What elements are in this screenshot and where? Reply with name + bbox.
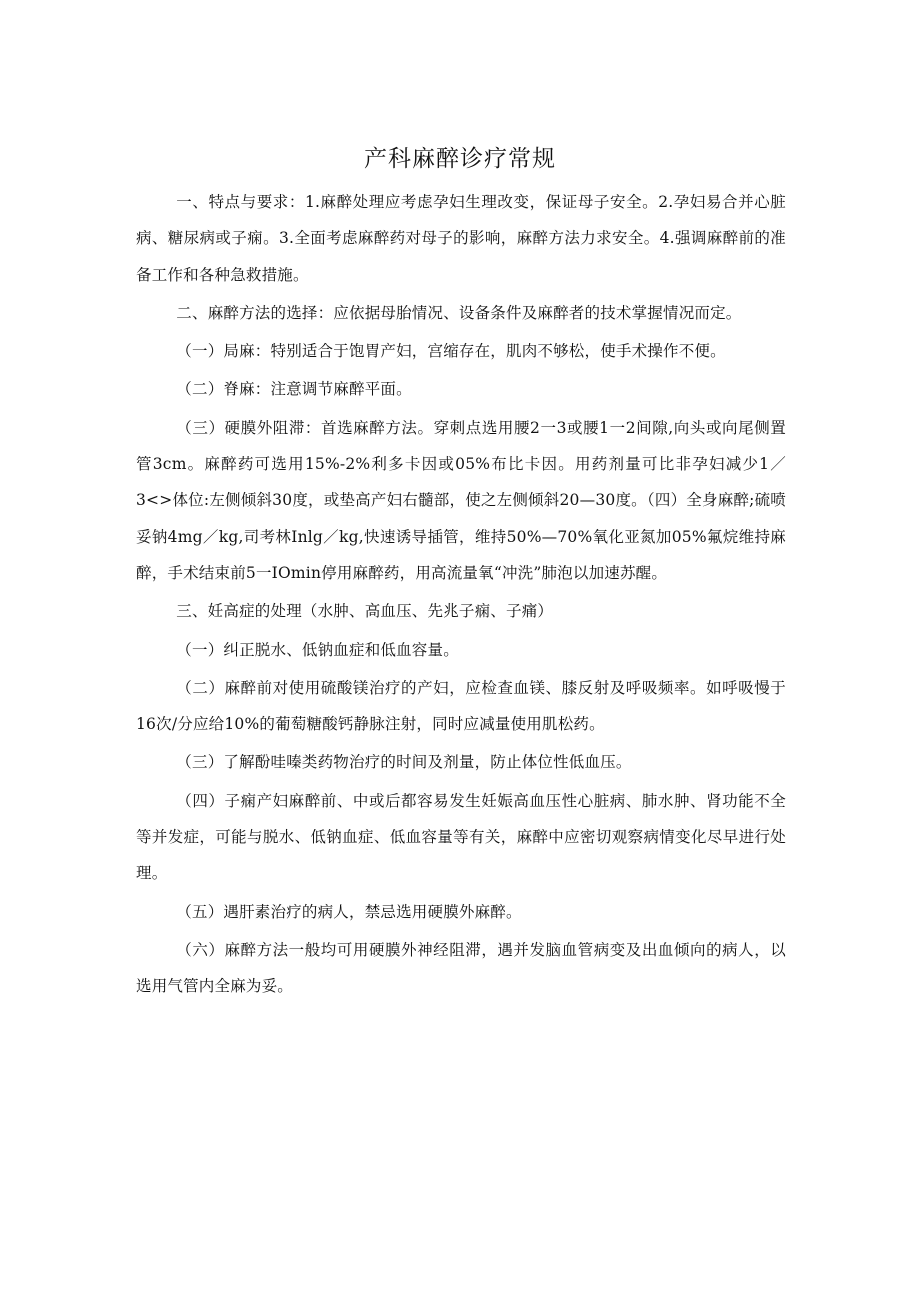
document-title: 产科麻醉诊疗常规 — [364, 146, 556, 172]
paragraph-pih-item-1: （一）纠正脱水、低钠血症和低血容量。 — [176, 640, 459, 659]
paragraph-pih-heading: 三、妊高症的处理（水肿、高血压、先兆子痫、子痛） — [176, 602, 554, 621]
paragraph-pih-item-3: （三）了解酚哇嗪类药物治疗的时间及剂量，防止体位性低血压。 — [176, 753, 632, 772]
paragraph-spinal-anesthesia: （二）脊麻：注意调节麻醉平面。 — [176, 380, 412, 399]
paragraph-method-selection: 二、麻醉方法的选择：应依据母胎情况、设备条件及麻醉者的技术掌握情况而定。 — [176, 303, 742, 322]
paragraph-epidural-block: （三）硬膜外阻滞：首选麻醉方法。穿刺点选用腰2一3或腰1一2间隙,向头或向尾侧置管3cm。麻醉药可选用15%-2%利多卡因或05%布比卡因。用药剂量可比非孕妇减少1／3<>体位:左侧倾斜30度，或垫高产妇右髓部，使之左侧倾斜20—30度。（四）全身麻醉;硫喷妥钠4mg／kg,司考林Inlg／kg,快速诱导插管，维持50%—70%氧化亚氮加05%氟烷维持麻醉，手术结束前5一IOmin停用麻醉药，用高流量氧“冲洗”肺泡以加速苏醒。 — [136, 418, 786, 582]
paragraph-pih-item-4: （四）子痫产妇麻醉前、中或后都容易发生妊娠高血压性心脏病、肺水肿、肾功能不全等并发症，可能与脱水、低钠血症、低血容量等有关，麻醉中应密切观察病情变化尽早进行处理。 — [136, 791, 786, 883]
paragraph-pih-item-2: （二）麻醉前对使用硫酸镁治疗的产妇，应检查血镁、膝反射及呼吸频率。如呼吸慢于16次/分应给10%的葡萄糖酸钙静脉注射，同时应减量使用肌松药。 — [136, 678, 786, 734]
paragraph-characteristics: 一、特点与要求：1.麻醉处理应考虑孕妇生理改变，保证母子安全。2.孕妇易合并心脏病、糖尿病或子痫。3.全面考虑麻醉药对母子的影响，麻醉方法力求安全。4.强调麻醉前的准备工作和各种急救措施。 — [136, 193, 786, 284]
document-body — [136, 184, 786, 1007]
paragraph-pih-item-6: （六）麻醉方法一般均可用硬膜外神经阻滞，遇并发脑血管病变及出血倾向的病人，以选用气管内全麻为妥。 — [136, 940, 786, 996]
paragraph-pih-item-5: （五）遇肝素治疗的病人，禁忌选用硬膜外麻醉。 — [176, 902, 522, 921]
paragraph-local-anesthesia: （一）局麻：特别适合于饱胃产妇，宫缩存在，肌肉不够松，使手术操作不便。 — [176, 342, 726, 361]
